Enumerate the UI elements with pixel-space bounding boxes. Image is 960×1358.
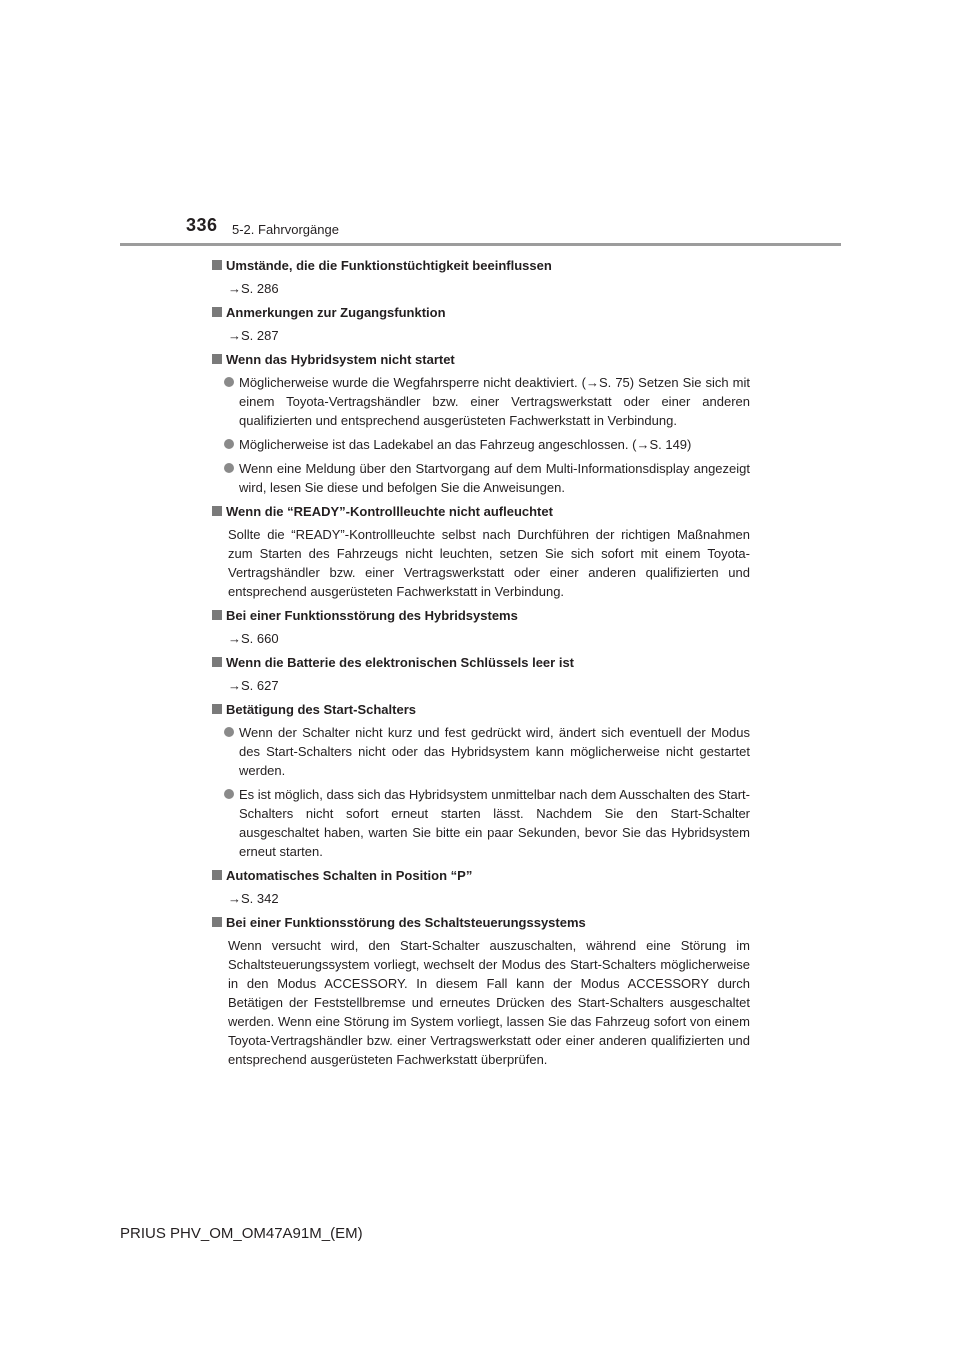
paragraph: Sollte die “READY”-Kontrollleuchte selbst nach Durchführen der richtigen Maßnahmen zum Starten des Fahrzeugs nicht leuchten, setzen Sie sich sofort mit einem Toyota-Vertragshändler bzw. einer Vertragswerkstatt oder einer anderen qualifizierten und entsprechend ausgerüsteten Fachwerkstatt in Verbindung. xyxy=(228,527,750,599)
list-item xyxy=(212,459,750,497)
list-item-text: Es ist möglich, dass sich das Hybridsystem unmittelbar nach dem Ausschalten des Start-Schalters nicht sofort erneut starten lässt. Nachdem Sie den Start-Schalter ausgeschaltet haben, warten Sie bitte ein paar Sekunden, bevor Sie das Hybridsystem erneut starten. xyxy=(239,787,750,859)
page-reference: →S. 287 xyxy=(228,328,279,343)
list-item-text: Möglicherweise wurde die Wegfahrsperre nicht deaktiviert. (→S. 75) Setzen Sie sich mit einem Toyota-Vertragshändler bzw. einer Vertragswerkstatt oder einer anderen qualifizierten und entsprechend ausgerüsteten Fachwerkstatt in Verbindung. xyxy=(239,375,750,428)
page-header xyxy=(0,0,960,260)
square-bullet-icon xyxy=(212,307,222,317)
section-functionality xyxy=(212,256,750,298)
section-heading xyxy=(212,256,750,275)
square-bullet-icon xyxy=(212,610,222,620)
round-bullet-icon xyxy=(224,463,234,473)
square-bullet-icon xyxy=(212,704,222,714)
section-shift-control-malfunction xyxy=(212,913,750,1069)
list-item xyxy=(212,785,750,861)
list-item xyxy=(212,373,750,430)
page-reference: →S. 660 xyxy=(228,631,279,646)
section-hybrid-not-starting xyxy=(212,350,750,497)
header-divider xyxy=(120,243,841,246)
section-start-switch xyxy=(212,700,750,861)
list-item-text: Wenn eine Meldung über den Startvorgang auf dem Multi-Informationsdisplay angezeigt wird, lesen Sie diese und befolgen Sie die Anweisungen. xyxy=(239,461,750,495)
page-number: 336 xyxy=(186,215,218,235)
section-heading-text: Umstände, die die Funktionstüchtigkeit beeinflussen xyxy=(226,258,552,273)
section-auto-park xyxy=(212,866,750,908)
list-item xyxy=(212,435,750,454)
round-bullet-icon xyxy=(224,377,234,387)
section-heading xyxy=(212,653,750,672)
section-heading-text: Wenn die “READY”-Kontrollleuchte nicht aufleuchtet xyxy=(226,504,553,519)
section-heading xyxy=(212,502,750,521)
list-item xyxy=(212,723,750,780)
square-bullet-icon xyxy=(212,506,222,516)
section-heading xyxy=(212,350,750,369)
square-bullet-icon xyxy=(212,870,222,880)
section-heading-text: Anmerkungen zur Zugangsfunktion xyxy=(226,305,446,320)
section-heading xyxy=(212,606,750,625)
section-ready-indicator xyxy=(212,502,750,601)
round-bullet-icon xyxy=(224,789,234,799)
page-reference: →S. 286 xyxy=(228,281,279,296)
section-heading xyxy=(212,303,750,322)
section-access-function xyxy=(212,303,750,345)
section-heading xyxy=(212,866,750,885)
section-heading-text: Automatisches Schalten in Position “P” xyxy=(226,868,473,883)
section-hybrid-malfunction xyxy=(212,606,750,648)
section-heading-text: Wenn das Hybridsystem nicht startet xyxy=(226,352,455,367)
section-heading-text: Wenn die Batterie des elektronischen Schlüssels leer ist xyxy=(226,655,575,670)
paragraph: Wenn versucht wird, den Start-Schalter auszuschalten, während eine Störung im Schaltsteuerungssystem vorliegt, wechselt der Modus des Start-Schalters möglicherweise in den Modus ACCESSORY. In diesem Fall kann der Modus ACCESSORY durch Betätigen der Feststellbremse und erneutes Drücken des Start-Schalters ausgeschaltet werden. Wenn eine Störung im System vorliegt, lassen Sie das Fahrzeug sofort von einem Toyota-Vertragshändler bzw. einer Vertragswerkstatt oder einer anderen qualifizierten und entsprechend ausgerüsteten Fachwerkstatt überprüfen. xyxy=(228,938,750,1067)
section-heading-text: Bei einer Funktionsstörung des Schaltsteuerungssystems xyxy=(226,915,586,930)
square-bullet-icon xyxy=(212,917,222,927)
document-code: PRIUS PHV_OM_OM47A91M_(EM) xyxy=(120,1225,363,1242)
list-item-text: Wenn der Schalter nicht kurz und fest gedrückt wird, ändert sich eventuell der Modus des Start-Schalters nicht oder das Hybridsystem kann möglicherweise nicht gestartet werden. xyxy=(239,725,750,778)
round-bullet-icon xyxy=(224,727,234,737)
section-heading-text: Betätigung des Start-Schalters xyxy=(226,702,416,717)
page-reference: →S. 342 xyxy=(228,891,279,906)
square-bullet-icon xyxy=(212,260,222,270)
page-content xyxy=(212,256,750,1074)
round-bullet-icon xyxy=(224,439,234,449)
section-heading-text: Bei einer Funktionsstörung des Hybridsystems xyxy=(226,608,518,623)
section-title: 5-2. Fahrvorgänge xyxy=(232,222,339,237)
list-item-text: Möglicherweise ist das Ladekabel an das Fahrzeug angeschlossen. (→S. 149) xyxy=(239,437,692,452)
square-bullet-icon xyxy=(212,657,222,667)
section-key-battery xyxy=(212,653,750,695)
section-heading xyxy=(212,700,750,719)
page-reference: →S. 627 xyxy=(228,678,279,693)
square-bullet-icon xyxy=(212,354,222,364)
section-heading xyxy=(212,913,750,932)
